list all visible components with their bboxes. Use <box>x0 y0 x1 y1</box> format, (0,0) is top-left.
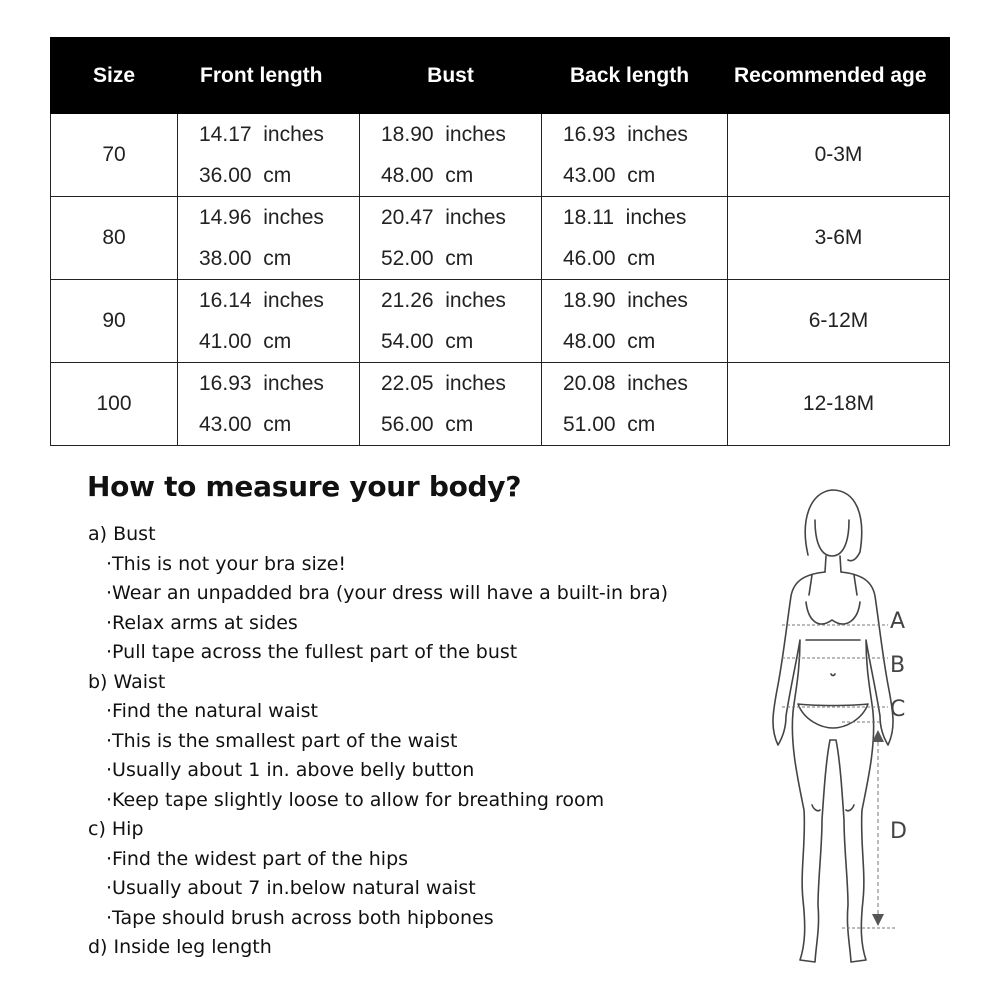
bust-cm: 48.00 cm <box>381 164 474 187</box>
table-row <box>51 114 950 197</box>
measure-guide-title: How to measure your body? <box>87 470 522 503</box>
size-chart-table <box>50 37 950 446</box>
cell-age: 3-6M <box>728 197 950 280</box>
cell-age: 0-3M <box>728 114 950 197</box>
figure-hair <box>805 490 861 561</box>
hip-tip: ·Usually about 7 in.below natural waist <box>106 877 476 899</box>
cell-age: 6-12M <box>728 280 950 363</box>
cell-front-length <box>178 363 360 446</box>
back-cm: 51.00 cm <box>563 413 656 436</box>
front-cm: 38.00 cm <box>199 247 292 270</box>
back-cm: 46.00 cm <box>563 247 656 270</box>
cell-back-length <box>542 363 728 446</box>
bust-tip: ·Wear an unpadded bra (your dress will have a built-in bra) <box>106 582 669 604</box>
cell-back-length <box>542 280 728 363</box>
table-row <box>51 280 950 363</box>
inseam-arrow-bottom <box>872 914 884 926</box>
cell-size: 70 <box>51 114 178 197</box>
header-back-length: Back length <box>542 38 728 114</box>
bust-cm: 52.00 cm <box>381 247 474 270</box>
cell-back-length <box>542 114 728 197</box>
back-inches: 16.93 inches <box>563 123 688 146</box>
bust-inches: 22.05 inches <box>381 372 506 395</box>
waist-tip: ·Find the natural waist <box>106 700 318 722</box>
back-cm: 43.00 cm <box>563 164 656 187</box>
bust-tip: ·Pull tape across the fullest part of the bust <box>106 641 518 663</box>
waist-tip: ·Keep tape slightly loose to allow for breathing room <box>106 788 605 811</box>
table-row <box>51 197 950 280</box>
front-cm: 36.00 cm <box>199 164 292 187</box>
cell-size: 80 <box>51 197 178 280</box>
cell-bust <box>360 197 542 280</box>
cell-size: 100 <box>51 363 178 446</box>
cell-bust <box>360 363 542 446</box>
back-inches: 18.11 inches <box>563 206 687 229</box>
section-hip-label: c) Hip <box>88 818 144 840</box>
front-inches: 16.93 inches <box>199 372 324 395</box>
waist-tip: ·This is the smallest part of the waist <box>106 729 458 752</box>
section-inside-leg-label: d) Inside leg length <box>88 936 272 958</box>
cell-bust <box>360 280 542 363</box>
measure-guide-list <box>88 520 748 963</box>
bust-inches: 20.47 inches <box>381 206 506 229</box>
cell-back-length <box>542 197 728 280</box>
bust-cm: 54.00 cm <box>381 330 474 353</box>
cell-age: 12-18M <box>728 363 950 446</box>
section-waist-label: b) Waist <box>88 670 166 693</box>
bust-cm: 56.00 cm <box>381 413 474 436</box>
front-inches: 14.17 inches <box>199 123 324 146</box>
section-bust-label: a) Bust <box>88 523 156 545</box>
front-inches: 16.14 inches <box>199 289 324 312</box>
bust-tip: ·This is not your bra size! <box>106 552 347 575</box>
bust-inches: 21.26 inches <box>381 289 506 312</box>
figure-briefs <box>798 704 868 728</box>
figure-right-side <box>830 572 893 962</box>
figure-label-d: D <box>890 819 907 844</box>
front-cm: 43.00 cm <box>199 413 292 436</box>
body-measurement-figure <box>760 480 990 980</box>
header-recommended-age: Recommended age <box>728 38 950 114</box>
cell-front-length <box>178 114 360 197</box>
figure-label-a: A <box>890 609 906 634</box>
back-cm: 48.00 cm <box>563 330 656 353</box>
header-size: Size <box>51 38 178 114</box>
hip-tip: ·Find the widest part of the hips <box>106 847 409 870</box>
cell-size: 90 <box>51 280 178 363</box>
header-front-length: Front length <box>178 38 360 114</box>
figure-label-c: C <box>890 697 906 722</box>
table-row <box>51 363 950 446</box>
cell-front-length <box>178 280 360 363</box>
waist-tip: ·Usually about 1 in. above belly button <box>106 759 475 781</box>
bust-tip: ·Relax arms at sides <box>106 611 298 634</box>
back-inches: 20.08 inches <box>563 372 688 395</box>
header-bust: Bust <box>360 38 542 114</box>
bust-inches: 18.90 inches <box>381 123 506 146</box>
cell-bust <box>360 114 542 197</box>
cell-front-length <box>178 197 360 280</box>
front-cm: 41.00 cm <box>199 330 292 353</box>
back-inches: 18.90 inches <box>563 289 688 312</box>
front-inches: 14.96 inches <box>199 206 324 229</box>
hip-tip: ·Tape should brush across both hipbones <box>106 906 494 929</box>
figure-left-side <box>773 572 830 962</box>
table-header-row <box>51 38 950 114</box>
figure-face <box>815 520 849 556</box>
figure-bra <box>806 602 860 640</box>
figure-label-b: B <box>890 653 906 678</box>
